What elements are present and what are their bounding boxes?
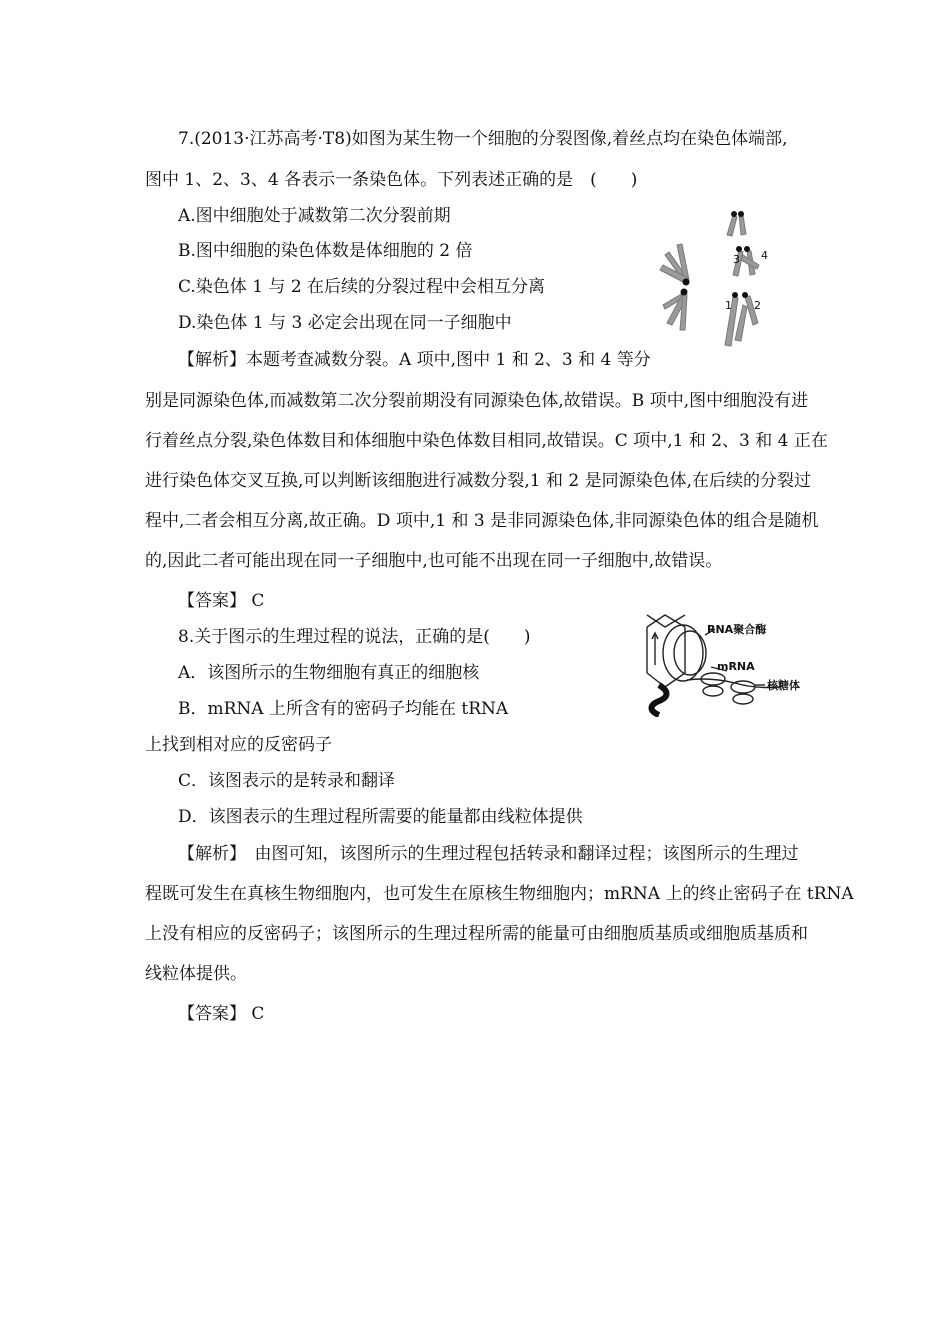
q7-option-a: A.图中细胞处于减数第二次分裂前期 bbox=[178, 206, 451, 226]
q7-answer: 【答案】 C bbox=[178, 591, 265, 611]
chromosome-label-4: 4 bbox=[761, 249, 768, 262]
rna-polymerase-label: RNA聚合酶 bbox=[707, 623, 767, 636]
mrna-label: mRNA bbox=[717, 660, 755, 673]
q8-analysis-line: 上没有相应的反密码子；该图所示的生理过程所需的能量可由细胞质基质或细胞质基质和 bbox=[145, 924, 808, 944]
q7-analysis-line: 进行染色体交叉互换,可以判断该细胞进行减数分裂,1 和 2 是同源染色体,在后续的分裂过 bbox=[145, 471, 812, 491]
q7-option-d: D.染色体 1 与 3 必定会出现在同一子细胞中 bbox=[178, 313, 512, 333]
q8-analysis-line: 线粒体提供。 bbox=[145, 964, 247, 984]
q7-analysis-line: 行着丝点分裂,染色体数目和体细胞中染色体数目相同,故错误。C 项中,1 和 2、3 和 4 正在 bbox=[145, 431, 828, 451]
ribosome-label: 核糖体 bbox=[767, 679, 800, 692]
q8-option-a: A．该图所示的生物细胞有真正的细胞核 bbox=[178, 663, 480, 683]
q7-stem-line1: 7.(2013·江苏高考·T8)如图为某生物一个细胞的分裂图像,着丝点均在染色体端部, bbox=[178, 129, 788, 149]
q8-stem: 8.关于图示的生理过程的说法，正确的是( ) bbox=[178, 627, 531, 647]
q8-answer: 【答案】 C bbox=[178, 1004, 265, 1024]
q7-analysis-line: 别是同源染色体,而减数第二次分裂前期没有同源染色体,故错误。B 项中,图中细胞没有进 bbox=[145, 391, 809, 411]
q8-analysis-line: 【解析】 由图可知，该图所示的生理过程包括转录和翻译过程；该图所示的生理过 bbox=[178, 844, 799, 864]
q7-option-c: C.染色体 1 与 2 在后续的分裂过程中会相互分离 bbox=[178, 277, 546, 297]
q8-analysis-line: 程既可发生在真核生物细胞内，也可发生在原核生物细胞内；mRNA 上的终止密码子在 tRNA bbox=[145, 884, 854, 904]
q7-stem-line2: 图中 1、2、3、4 各表示一条染色体。下列表述正确的是 ( ) bbox=[145, 170, 638, 190]
q7-analysis-first-line: 【解析】本题考查减数分裂。A 项中,图中 1 和 2、3 和 4 等分 bbox=[178, 350, 651, 370]
q8-option-c: C．该图表示的是转录和翻译 bbox=[178, 771, 396, 791]
chromosome-label-1: 1 bbox=[725, 299, 732, 312]
q7-option-b: B.图中细胞的染色体数是体细胞的 2 倍 bbox=[178, 241, 473, 261]
q7-analysis-line: 的,因此二者可能出现在同一子细胞中,也可能不出现在同一子细胞中,故错误。 bbox=[145, 551, 723, 571]
transcription-figure bbox=[635, 605, 813, 717]
q8-option-b: B．mRNA 上所含有的密码子均能在 tRNA bbox=[178, 699, 509, 719]
q8-option-d: D．该图表示的生理过程所需要的能量都由线粒体提供 bbox=[178, 807, 583, 827]
chromosome-label-2: 2 bbox=[754, 299, 761, 312]
chromosome-figure bbox=[655, 205, 775, 350]
q7-analysis-line: 程中,二者会相互分离,故正确。D 项中,1 和 3 是非同源染色体,非同源染色体的组合是随机 bbox=[145, 511, 819, 531]
q8-option-b-cont: 上找到相对应的反密码子 bbox=[145, 735, 332, 755]
chromosome-label-3: 3 bbox=[733, 253, 740, 266]
